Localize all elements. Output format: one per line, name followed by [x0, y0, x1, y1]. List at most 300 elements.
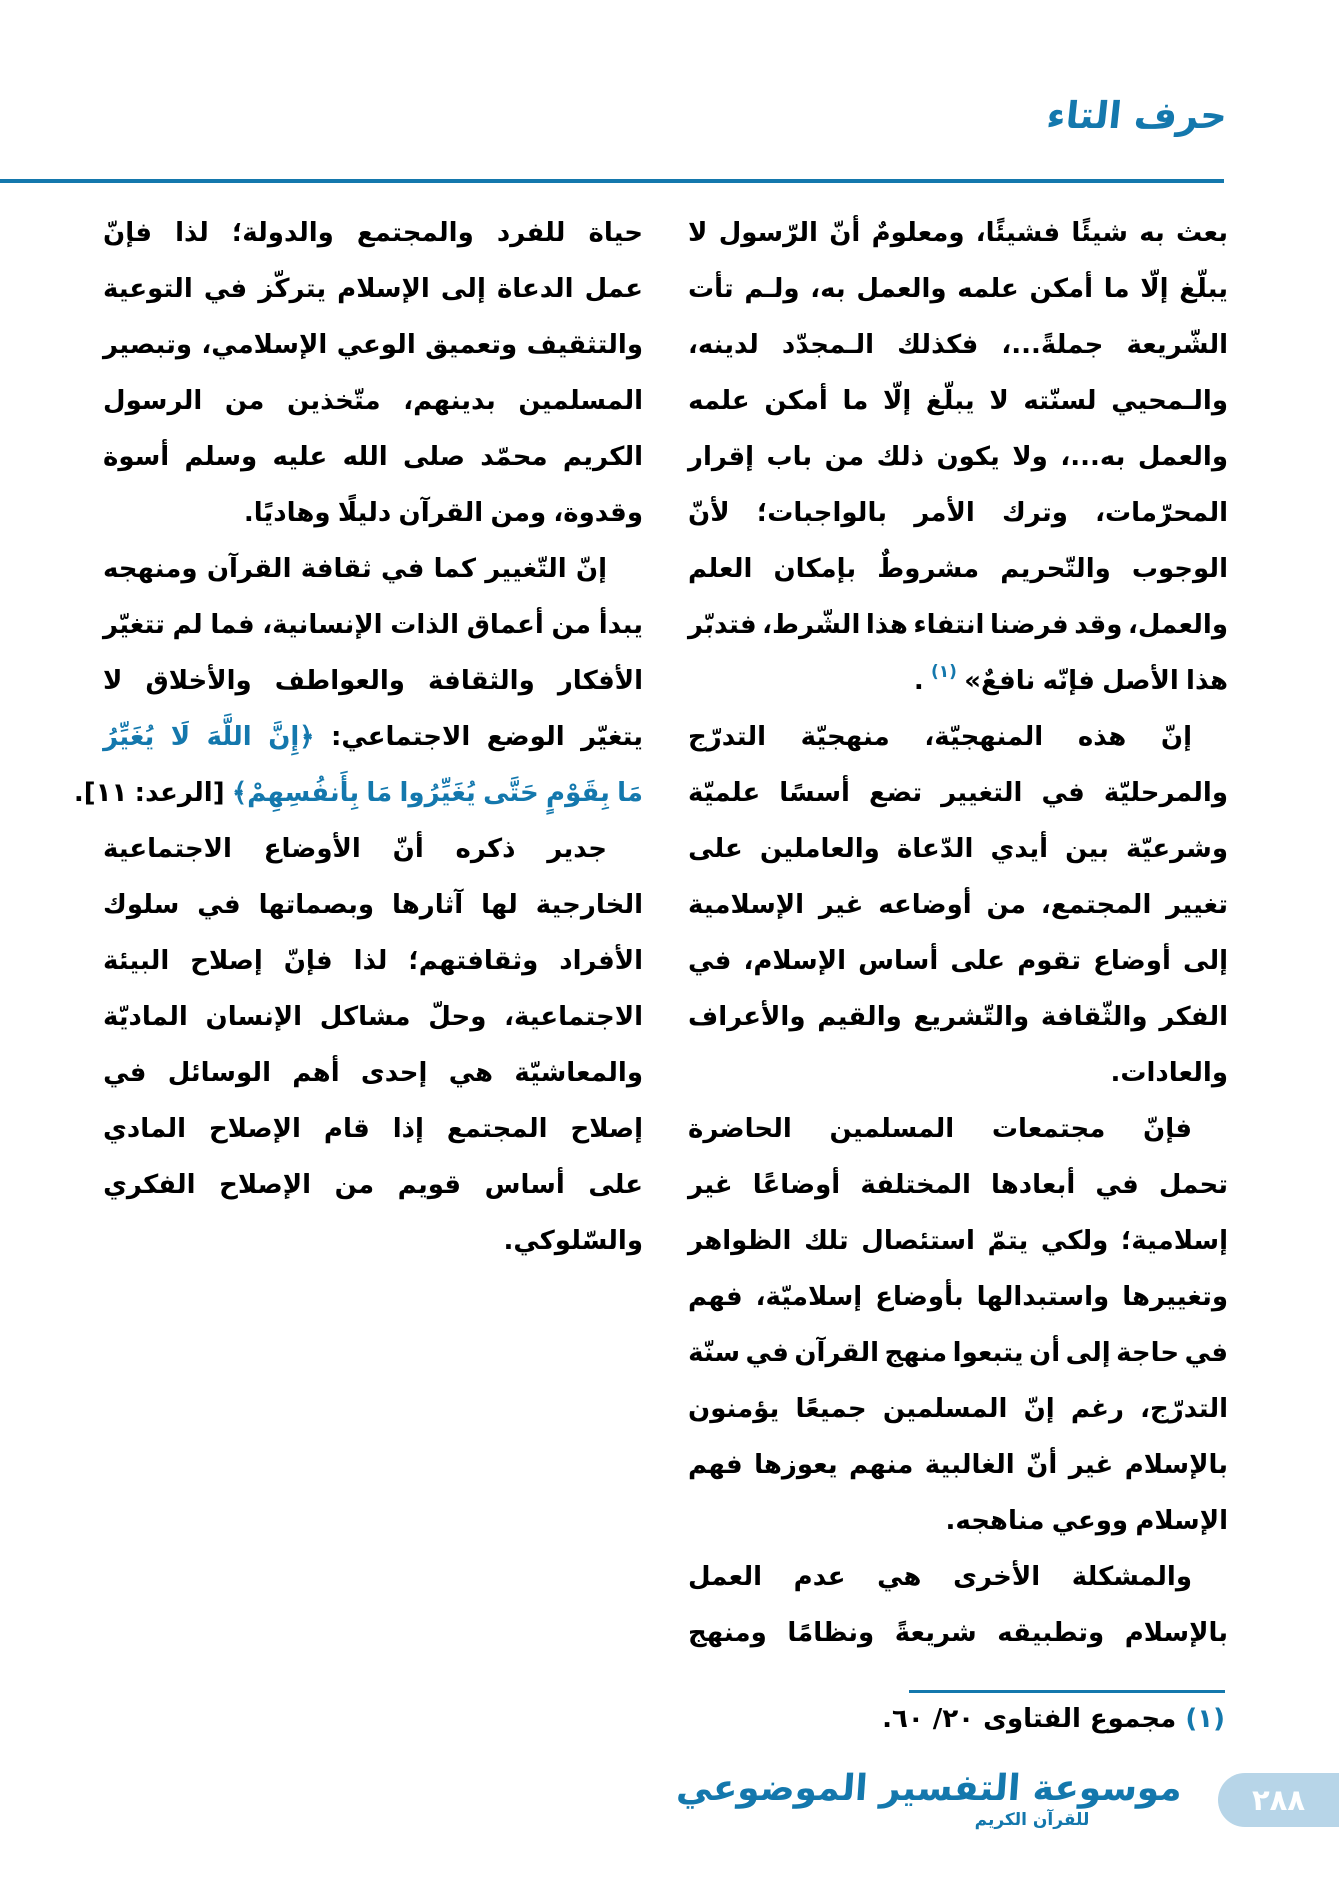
word: أسسًا [779, 778, 850, 808]
word: يبلّغ [1179, 274, 1228, 304]
word: أن [1029, 1338, 1061, 1368]
word: بالواجبات؛ [756, 498, 887, 528]
word: كما [433, 554, 476, 584]
word: الظواهر [688, 1226, 792, 1256]
word: والمجتمع [356, 218, 474, 248]
text-line [688, 1045, 1228, 1101]
header-rule [0, 179, 1224, 183]
text-line [103, 597, 643, 653]
word: في [745, 1338, 789, 1368]
word: البيئة [103, 946, 170, 976]
text-line [688, 429, 1228, 485]
word: متّخذين [286, 386, 381, 416]
word: أيدي [990, 834, 1049, 864]
word: والسّلوكي. [503, 1226, 643, 1256]
word: والدولة؛ [231, 218, 334, 248]
word: محمّد [480, 442, 548, 472]
text-column-left [73, 205, 643, 1269]
word: بأوضاع [875, 1282, 964, 1312]
word: إلى [440, 274, 486, 304]
word: آثارها [391, 890, 464, 920]
word: جدير [547, 834, 607, 864]
text-line [688, 709, 1228, 765]
word: إسلامية؛ [1120, 1226, 1228, 1256]
word: أوضاع [1093, 946, 1171, 976]
word: هي [877, 1562, 922, 1592]
text-line [103, 1157, 643, 1213]
word: الإسلام [337, 274, 430, 304]
word: في [381, 554, 425, 584]
word: عليه [272, 442, 328, 472]
word: هذا [1186, 666, 1228, 696]
word: الاجتماعية [103, 834, 232, 864]
word: واستبدالها [976, 1282, 1110, 1312]
text-line [103, 485, 643, 541]
word: وحلّ [428, 1002, 487, 1032]
word: علميّة [688, 778, 761, 808]
word: أبعادها [991, 1170, 1076, 1200]
word: يتركّز [258, 274, 327, 304]
text-line [103, 1045, 643, 1101]
word: بالإسلام [1124, 1618, 1228, 1648]
word: المسلمين [518, 386, 643, 416]
word: ما [1103, 274, 1130, 304]
word: والقيم [817, 1002, 902, 1032]
text-line [103, 933, 643, 989]
word: أوضاعًا [752, 1170, 841, 1200]
word: تضع [868, 778, 923, 808]
word: الاجتماعي: [331, 722, 471, 752]
text-line [688, 261, 1228, 317]
word: الإسلامية [688, 890, 805, 920]
word: تحمل [1158, 1170, 1228, 1200]
word: الوسائل [167, 1058, 271, 1088]
word: سلوك [103, 890, 180, 920]
text-line [103, 373, 643, 429]
word: لا [103, 666, 123, 696]
word: يتمّ [987, 1226, 1029, 1256]
word: التدرّج [688, 722, 767, 752]
text-line [688, 1493, 1228, 1549]
quran-verse-segment: بِقَوْمٍ [546, 778, 610, 808]
word: ذلك [876, 442, 924, 472]
word: والتّحريم [1000, 554, 1111, 584]
word: وتعميق [425, 330, 518, 360]
word: الحاضرة [688, 1114, 792, 1144]
word: الإنسان [205, 1002, 302, 1032]
word: صلى [402, 442, 465, 472]
word: القرآن [794, 1338, 880, 1368]
word: على [588, 1170, 643, 1200]
word: في [1095, 1170, 1139, 1200]
word: من [824, 442, 865, 472]
word: مشاكل [319, 1002, 411, 1032]
word: في [1184, 1338, 1228, 1368]
word: رغم [1070, 1394, 1124, 1424]
word: القرآن [206, 554, 292, 584]
word: ومنهج [688, 1618, 767, 1648]
text-line [103, 261, 643, 317]
word: الفكر [1159, 1002, 1228, 1032]
word: منهم [849, 1450, 914, 1480]
word: والأخلاق [145, 666, 252, 696]
word: أنّ [392, 834, 424, 864]
quran-verse-segment: مَا [366, 778, 393, 808]
word: ذكره [455, 834, 516, 864]
word: فكذلك [897, 330, 979, 360]
footnote [882, 1704, 1225, 1734]
word: أنّ [829, 218, 861, 248]
word: من [551, 610, 591, 640]
word: أساس [858, 946, 939, 976]
word: الذات [390, 610, 459, 640]
page-number: ٢٨٨ [1251, 1783, 1306, 1817]
word: . [913, 666, 924, 696]
word: والـمحيي [1111, 386, 1228, 416]
word: الأخرى [953, 1562, 1041, 1592]
word: الإسلام، [743, 946, 846, 976]
word: لا [688, 218, 708, 248]
word: لذا [353, 946, 388, 976]
text-line [688, 541, 1228, 597]
word: والعمل [1137, 442, 1228, 472]
word: ومن [490, 498, 547, 528]
word: ونظامًا [787, 1618, 875, 1648]
word: للفرد [496, 218, 566, 248]
footnote-separator [909, 1690, 1225, 1693]
word: الوجوب [1131, 554, 1228, 584]
word: والمرحليّة [1103, 778, 1228, 808]
word: إلّا [883, 386, 912, 416]
word: الماديّة [103, 1002, 188, 1032]
word: من [334, 1170, 375, 1200]
word: المجتمع، [1040, 890, 1152, 920]
word: مجتمعات [991, 1114, 1106, 1144]
text-line [688, 1437, 1228, 1493]
section-heading: حرف التاء [1044, 94, 1230, 137]
word: إصلاح [190, 946, 263, 976]
word: الغالبية [924, 1450, 1015, 1480]
publisher-logo [675, 1768, 1184, 1830]
publisher-logo-title: موسوعة التفسير الموضوعي [675, 1768, 1184, 1809]
word: وسلم [184, 442, 258, 472]
word: إسلاميّة، [755, 1282, 863, 1312]
word: من [986, 890, 1027, 920]
word: قويم [397, 1170, 462, 1200]
word: إلى [1183, 946, 1228, 976]
word: الله [342, 442, 388, 472]
word: أعماق [466, 610, 544, 640]
text-line [688, 373, 1228, 429]
word: انتفاء [913, 610, 985, 640]
word: وتبصير [103, 330, 192, 360]
word: وقد [1074, 610, 1123, 640]
word: والتثقيف [526, 330, 643, 360]
word: ومعلومٌ [871, 218, 965, 248]
word: استئصال [861, 1226, 975, 1256]
word: ١١]. [73, 778, 128, 808]
text-line [688, 877, 1228, 933]
word: ولا [1012, 442, 1048, 472]
word: المادي [103, 1114, 187, 1144]
word: والعواطف [274, 666, 405, 696]
word: ثقافة [300, 554, 372, 584]
word: مناهجه. [945, 1506, 1045, 1536]
word: لسنّته [1023, 386, 1097, 416]
word: الـمجدّد [781, 330, 874, 360]
word: الرّسول [718, 218, 818, 248]
text-line [103, 205, 643, 261]
quran-verse-segment: ﴿إِنَّ [268, 722, 315, 752]
word: تأت [688, 274, 734, 304]
word: ولكي [1040, 1226, 1109, 1256]
word: والثّقافة [1040, 1002, 1148, 1032]
text-line [688, 1549, 1228, 1605]
word: لا [989, 386, 1009, 416]
word: والأعراف [688, 1002, 806, 1032]
publisher-logo-subtitle: للقرآن الكريم [974, 1809, 1090, 1830]
text-line [688, 1325, 1228, 1381]
word: أساس [484, 1170, 565, 1200]
word: على [950, 946, 1006, 976]
word: الرسول [103, 386, 203, 416]
text-line [688, 989, 1228, 1045]
word: القرآن [398, 498, 484, 528]
word: المختلفة [860, 1170, 971, 1200]
word: حياة [588, 218, 643, 248]
quran-verse-segment: حَتَّى [483, 778, 539, 808]
word: تتغيّر [103, 610, 165, 640]
word: الشّرط، [762, 610, 861, 640]
word: يكون [936, 442, 1000, 472]
word: لأنّ [688, 498, 730, 528]
word: إلّا [1140, 274, 1169, 304]
word: المسلمين [882, 1394, 1008, 1424]
quran-verse-segment: اللَّهَ [206, 722, 252, 752]
word: وشرعيّة [1125, 834, 1228, 864]
word: فهم [688, 1450, 743, 1480]
word: فشيئًا، [975, 218, 1061, 248]
text-line [103, 1101, 643, 1157]
word: علمه [688, 386, 750, 416]
word: والعمل، [1127, 610, 1228, 640]
text-line [688, 1269, 1228, 1325]
word: [الرعد: [134, 778, 225, 808]
word: جميعًا [795, 1394, 867, 1424]
quran-verse-segment: يُغَيِّرُوا [399, 778, 476, 808]
word: حاجة [1116, 1338, 1180, 1368]
word: يبلّغ [925, 386, 975, 416]
word: فإنّ [103, 218, 152, 248]
word: وترك [1001, 498, 1068, 528]
text-line [688, 653, 1228, 709]
text-line [688, 933, 1228, 989]
word: الفكري [103, 1170, 196, 1200]
word: شيئًا [1071, 218, 1128, 248]
word: فإنّ [283, 946, 333, 976]
word: شريعةً [894, 1618, 977, 1648]
word: بالإسلام [1124, 1450, 1228, 1480]
word: في [203, 274, 248, 304]
word: الإنسانية، [262, 610, 383, 640]
text-line [688, 597, 1228, 653]
word: أمكن [1029, 274, 1094, 304]
word: التغيير [941, 778, 1023, 808]
word: الإصلاح [219, 1170, 312, 1200]
word: أنّ [1026, 1450, 1058, 1480]
word: يعوزها [754, 1450, 838, 1480]
word: عدم [793, 1562, 846, 1592]
word: قام [323, 1114, 370, 1144]
word: غير [818, 890, 864, 920]
word: الأفكار [557, 666, 643, 696]
word: بعث [1176, 218, 1228, 248]
word: به، [810, 274, 846, 304]
word: أوضاعه [878, 890, 972, 920]
word: المحرّمات، [1095, 498, 1228, 528]
word: الوعي [336, 330, 416, 360]
word: فإنّ [1143, 1114, 1192, 1144]
word: الأوضاع [263, 834, 361, 864]
word: المسلمين [829, 1114, 955, 1144]
word: وتغييرها [1122, 1282, 1228, 1312]
text-line [103, 541, 643, 597]
word: إنّ [1023, 1394, 1055, 1424]
word: وتطبيقه [997, 1618, 1105, 1648]
word: الأفراد [559, 946, 643, 976]
word: إذا [392, 1114, 424, 1144]
word: التوعية [103, 274, 193, 304]
word: والمشكلة [1071, 1562, 1192, 1592]
word: إحدى [360, 1058, 428, 1088]
text-line [688, 821, 1228, 877]
word: الإصلاح [209, 1114, 301, 1144]
word: مشروطٌ [877, 554, 980, 584]
word: أهم [292, 1058, 340, 1088]
word: يتغيّر [581, 722, 643, 752]
word: التّغيير [485, 554, 567, 584]
word: إصلاح [570, 1114, 643, 1144]
word: إنّ [575, 554, 607, 584]
word: فما [210, 610, 255, 640]
word: لدينه، [688, 330, 759, 360]
word: العلم [688, 554, 753, 584]
word: ولـم [744, 274, 800, 304]
word: الدّعاة [896, 834, 974, 864]
text-line [73, 765, 643, 821]
word: إلى [1065, 1338, 1111, 1368]
text-line [103, 317, 643, 373]
word: علمه [957, 274, 1019, 304]
text-line [688, 317, 1228, 373]
word: الإسلام [1135, 1506, 1228, 1536]
text-line [103, 709, 643, 765]
word: الخارجية [535, 890, 643, 920]
text-line [103, 821, 643, 877]
footnote-marker: (١) [1185, 1704, 1225, 1734]
word: غير [688, 1170, 733, 1200]
word: من [224, 386, 265, 416]
text-column-right [688, 205, 1228, 1661]
word: في [688, 946, 732, 976]
word: لها [481, 890, 518, 920]
word: إقرار [688, 442, 755, 472]
word: يتبعوا [952, 1338, 1024, 1368]
word: المنهجيّة، [924, 722, 1044, 752]
text-line [688, 1213, 1228, 1269]
word: بين [1065, 834, 1109, 864]
word: والعمل [856, 274, 947, 304]
word: يبدأ [598, 610, 643, 640]
text-line [103, 429, 643, 485]
text-line [688, 1605, 1228, 1661]
word: فتدبّر [688, 610, 757, 640]
word: هي [448, 1058, 494, 1088]
text-line [103, 653, 643, 709]
text-line [688, 485, 1228, 541]
word: هذه [1077, 722, 1127, 752]
word: الاجتماعية، [504, 1002, 643, 1032]
text-line [688, 1101, 1228, 1157]
word: الأصل [1102, 666, 1179, 696]
word: لم [172, 610, 203, 640]
quran-verse-segment: بِأَنفُسِهِمْ﴾ [231, 778, 360, 808]
text-line [688, 1157, 1228, 1213]
word: في [103, 1058, 147, 1088]
word: به...، [1060, 442, 1126, 472]
word: غير [1068, 1450, 1114, 1480]
word: الأمر [914, 498, 975, 528]
word: به [1139, 218, 1165, 248]
word: التدرّج، [1140, 1394, 1228, 1424]
word: ومنهجه [103, 554, 198, 584]
word: منهجيّة [800, 722, 890, 752]
word: وهاديًا. [243, 498, 331, 528]
word: وثقافتهم؛ [408, 946, 539, 976]
word: والعادات. [1110, 1058, 1228, 1088]
word: دليلًا [337, 498, 392, 528]
word: يؤمنون [688, 1394, 780, 1424]
word: فرضنا [989, 610, 1069, 640]
word: على [688, 834, 743, 864]
footnote-text: مجموع الفتاوى ٢٠/ ٦٠. [882, 1704, 1177, 1734]
word: فهم [688, 1282, 743, 1312]
word: الكريم [562, 442, 643, 472]
word: وقدوة، [553, 498, 643, 528]
footnote-ref: (١) [930, 662, 957, 682]
word: هذا [865, 610, 908, 640]
word: عمل [584, 274, 643, 304]
word: ووعي [1051, 1506, 1129, 1536]
quran-verse-segment: يُغَيِّرُ [103, 722, 155, 752]
word: بدينهم، [403, 386, 496, 416]
word: تغيير [1166, 890, 1228, 920]
word: منهج [884, 1338, 948, 1368]
quran-verse-segment: لَا [170, 722, 191, 752]
word: والتّشريع [913, 1002, 1030, 1032]
word: إنّ [1160, 722, 1192, 752]
text-line [688, 205, 1228, 261]
text-line [103, 1213, 643, 1269]
word: الوضع [486, 722, 565, 752]
word: الدعاة [496, 274, 574, 304]
word: جملةً...، [1001, 330, 1104, 360]
word: الإسلامي، [201, 330, 328, 360]
text-line [688, 765, 1228, 821]
text-line [103, 877, 643, 933]
word: تقوم [1017, 946, 1082, 976]
word: في [197, 890, 241, 920]
